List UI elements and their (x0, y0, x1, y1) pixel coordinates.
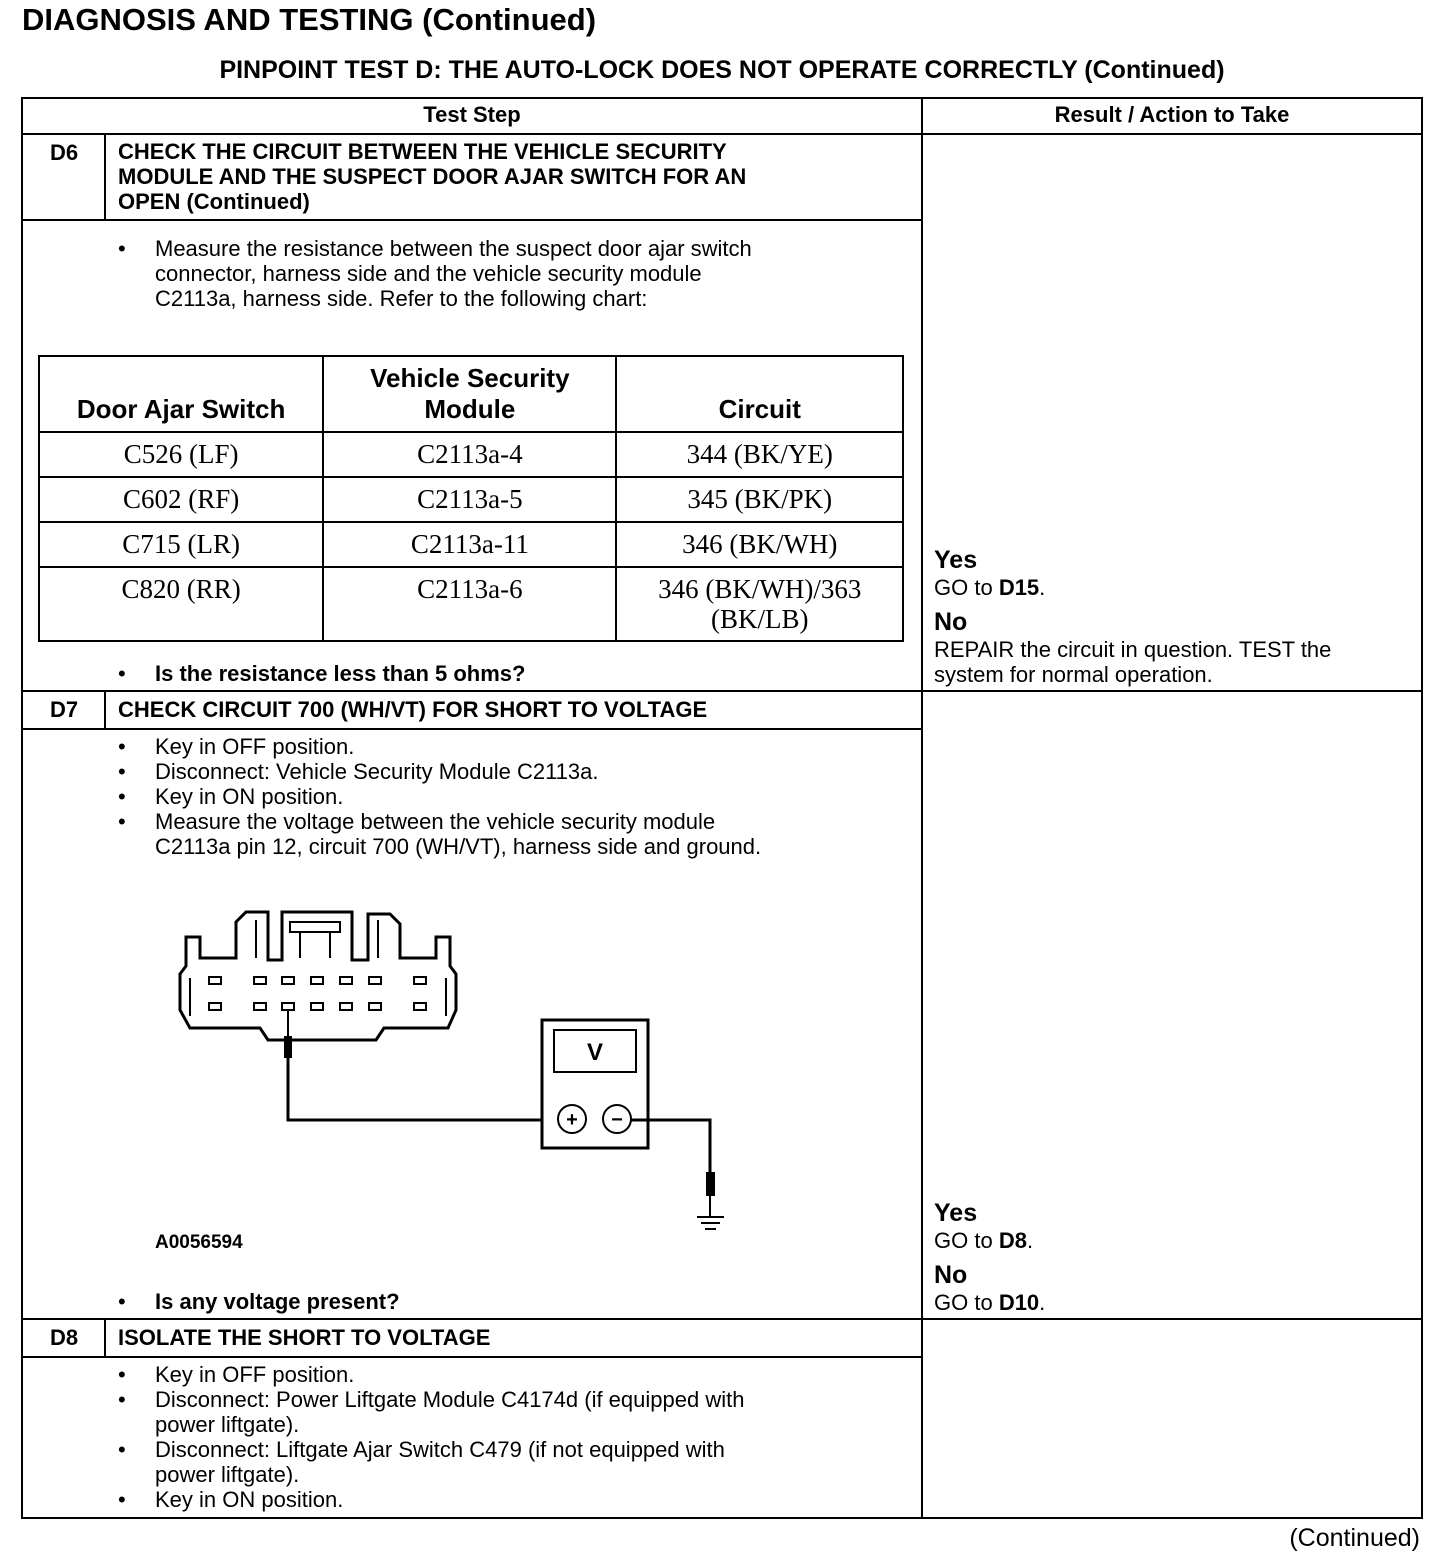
d6-question: • Is the resistance less than 5 ohms? (118, 661, 526, 686)
chart-cell: C526 (LF) (39, 432, 323, 477)
d6-result: Yes GO to D15. No REPAIR the circuit in question. TEST the system for normal operation. (934, 546, 1332, 687)
ground-icon (697, 1217, 724, 1229)
header-result-action: Result / Action to Take (1054, 102, 1290, 127)
list-item: • Key in ON position. (118, 784, 344, 809)
header-test-step: Test Step (423, 102, 521, 127)
resistance-chart (38, 355, 904, 642)
chart-cell: C715 (LR) (39, 522, 323, 567)
list-item: • Key in OFF position. (118, 734, 355, 759)
chart-cell: C820 (RR) (39, 567, 323, 641)
d6-yes-target: D15 (998, 575, 1040, 600)
list-item: • Measure the voltage between the vehicle security module C2113a pin 12, circuit 700 (WH/VT), harness side and ground. (118, 809, 762, 859)
figure-id: A0056594 (155, 1232, 243, 1253)
pinpoint-test-title: PINPOINT TEST D: THE AUTO-LOCK DOES NOT OPERATE CORRECTLY (Continued) (219, 56, 1225, 84)
voltmeter-connector-diagram (170, 900, 770, 1240)
chart-cell: C2113a-4 (323, 432, 616, 477)
minus-symbol: − (611, 1109, 623, 1131)
meter-label: V (586, 1039, 604, 1066)
d7-no-target: D10 (998, 1290, 1040, 1315)
d7-yes-target: D8 (998, 1228, 1027, 1253)
step-title-d6: CHECK THE CIRCUIT BETWEEN THE VEHICLE SECURITY MODULE AND THE SUSPECT DOOR AJAR SWITCH FOR AN OPEN (Continued) (118, 139, 747, 214)
chart-cell: C2113a-5 (323, 477, 616, 522)
voltmeter (542, 1020, 648, 1148)
list-item: • Disconnect: Vehicle Security Module C2113a. (118, 759, 599, 784)
list-item: • Disconnect: Liftgate Ajar Switch C479 (if not equipped with power liftgate). (118, 1437, 725, 1487)
step-id-d6: D6 (49, 140, 79, 165)
table-row (39, 477, 903, 522)
table-row (39, 522, 903, 567)
d7-result: Yes GO to D8. No GO to D10. (934, 1199, 1046, 1315)
chart-header-door-ajar-switch: Door Ajar Switch (39, 356, 323, 432)
connector-pins (209, 977, 426, 1010)
step-title-d8: ISOLATE THE SHORT TO VOLTAGE (118, 1325, 491, 1350)
d6-measure-bullet: • Measure the resistance between the suspect door ajar switch connector, harness side and the vehicle security module C2113a, harness side. Refer to the following chart: (118, 236, 752, 311)
step-title-d7: CHECK CIRCUIT 700 (WH/VT) FOR SHORT TO VOLTAGE (118, 697, 708, 722)
plus-symbol: + (566, 1109, 578, 1131)
list-item: • Key in ON position. (118, 1487, 344, 1512)
chart-cell: 344 (BK/YE) (616, 432, 903, 477)
step-id-d7: D7 (49, 697, 79, 722)
chart-header-circuit: Circuit (616, 356, 903, 432)
chart-cell: 345 (BK/PK) (616, 477, 903, 522)
table-row (39, 567, 903, 641)
chart-header-vehicle-security-module: Vehicle Security Module (323, 356, 616, 432)
list-item: • Key in OFF position. (118, 1362, 355, 1387)
table-row (39, 432, 903, 477)
d7-question: • Is any voltage present? (118, 1289, 400, 1314)
list-item: • Disconnect: Power Liftgate Module C4174d (if equipped with power liftgate). (118, 1387, 745, 1437)
chart-cell: C2113a-6 (323, 567, 616, 641)
chart-cell: C2113a-11 (323, 522, 616, 567)
chart-cell: C602 (RF) (39, 477, 323, 522)
chart-cell: 346 (BK/WH) (616, 522, 903, 567)
step-id-d8: D8 (49, 1325, 79, 1350)
page-title: DIAGNOSIS AND TESTING (Continued) (22, 2, 597, 37)
chart-cell: 346 (BK/WH)/363 (BK/LB) (616, 567, 903, 641)
continued-footer: (Continued) (1289, 1524, 1420, 1552)
